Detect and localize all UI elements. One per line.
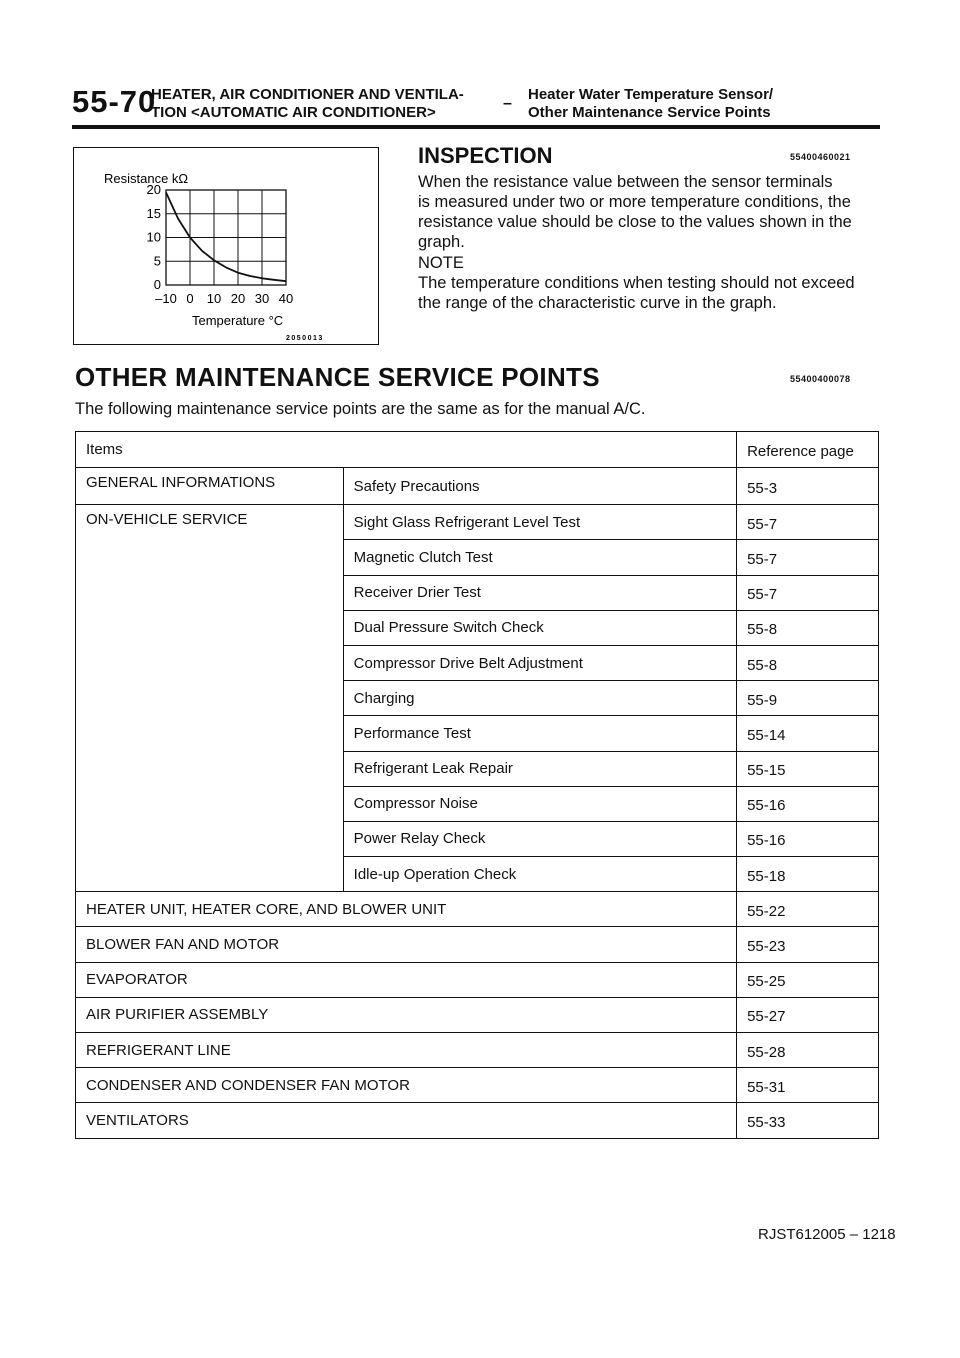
item-cell: Power Relay Check [343,821,736,856]
reference-cell: 55-16 [737,821,879,856]
x-tick-label: 40 [278,291,294,306]
section-number: 55-70 [72,84,157,119]
note-line: the range of the characteristic curve in the graph. [418,294,777,312]
table-header-row [76,432,879,468]
x-tick-label: –10 [155,291,177,306]
note-text [418,273,880,313]
chart-ticks [147,182,294,306]
table-row [76,1068,879,1103]
item-cell: Safety Precautions [343,468,736,505]
table-row [76,927,879,962]
item-cell: Charging [343,681,736,716]
table-row [76,1033,879,1068]
chapter-title [151,86,511,122]
figure-code: 2050013 [286,335,324,342]
item-cell-wide: REFRIGERANT LINE [76,1033,737,1068]
inspection-code: 55400460021 [790,152,851,162]
group-general-informations: GENERAL INFORMATIONS [76,468,344,505]
item-cell: Sight Glass Refrigerant Level Test [343,505,736,540]
reference-cell: 55-14 [737,716,879,751]
x-axis-label: Temperature °C [192,313,284,328]
reference-cell: 55-25 [737,962,879,997]
y-tick-label: 0 [153,277,161,292]
reference-cell: 55-7 [737,505,879,540]
item-cell: Idle-up Operation Check [343,857,736,892]
inspection-heading: INSPECTION [418,143,553,168]
resistance-curve [166,192,286,281]
table-row [76,962,879,997]
item-cell: Dual Pressure Switch Check [343,610,736,645]
x-tick-label: 30 [254,291,270,306]
header-items: Items [76,432,737,468]
item-cell-wide: AIR PURIFIER ASSEMBLY [76,997,737,1032]
page-topic-line-1: Heater Water Temperature Sensor/ [528,86,774,103]
page-topic [528,86,888,122]
reference-cell: 55-7 [737,575,879,610]
item-cell-wide: VENTILATORS [76,1103,737,1138]
chapter-title-line-2: TION <AUTOMATIC AIR CONDITIONER> [151,104,436,121]
other-maintenance-code: 55400400078 [790,374,851,384]
y-tick-label: 10 [146,229,161,245]
x-tick-label: 0 [186,291,194,306]
resistance-chart [74,148,378,344]
chart-grid [166,190,286,285]
inspection-line: resistance value should be close to the values shown in the [418,213,852,231]
inspection-line: graph. [418,233,465,251]
reference-cell: 55-33 [737,1103,879,1138]
y-tick-label: 5 [153,253,161,269]
item-cell-wide: CONDENSER AND CONDENSER FAN MOTOR [76,1068,737,1103]
reference-cell: 55-22 [737,892,879,927]
reference-cell: 55-15 [737,751,879,786]
x-tick-label: 10 [206,291,222,306]
group-on-vehicle-service: ON-VEHICLE SERVICE [76,505,344,892]
reference-cell: 55-23 [737,927,879,962]
reference-cell: 55-7 [737,540,879,575]
reference-cell: 55-16 [737,786,879,821]
table-row [76,505,879,540]
table-row [76,1103,879,1138]
y-tick-label: 15 [146,205,161,221]
reference-cell: 55-3 [737,468,879,505]
reference-cell: 55-27 [737,997,879,1032]
note-label: NOTE [418,254,464,272]
reference-cell: 55-18 [737,857,879,892]
table-row [76,997,879,1032]
other-maintenance-intro: The following maintenance service points are the same as for the manual A/C. [75,400,646,418]
item-cell: Magnetic Clutch Test [343,540,736,575]
page-footer-code: RJST612005 – 1218 [758,1226,896,1243]
table-row [76,892,879,927]
x-tick-label: 20 [230,291,246,306]
page-topic-line-2: Other Maintenance Service Points [528,104,771,121]
chart-series [166,192,286,281]
reference-cell: 55-8 [737,645,879,680]
chapter-title-line-1: HEATER, AIR CONDITIONER AND VENTILA- [151,86,464,103]
reference-cell: 55-31 [737,1068,879,1103]
reference-cell: 55-28 [737,1033,879,1068]
reference-cell: 55-9 [737,681,879,716]
maintenance-table [75,431,879,1139]
item-cell-wide: EVAPORATOR [76,962,737,997]
y-axis-label: Resistance kΩ [104,171,189,186]
inspection-line: is measured under two or more temperature conditions, the [418,193,851,211]
item-cell-wide: HEATER UNIT, HEATER CORE, AND BLOWER UNIT [76,892,737,927]
table-row [76,468,879,505]
y-tick-label: 20 [146,182,161,197]
header-reference-page: Reference page [737,432,879,468]
note-line: The temperature conditions when testing should not exceed [418,274,855,292]
item-cell: Compressor Drive Belt Adjustment [343,645,736,680]
item-cell-wide: BLOWER FAN AND MOTOR [76,927,737,962]
inspection-line: When the resistance value between the sensor terminals [418,173,833,191]
other-maintenance-heading: OTHER MAINTENANCE SERVICE POINTS [75,362,600,392]
inspection-paragraph [418,172,880,252]
item-cell: Refrigerant Leak Repair [343,751,736,786]
item-cell: Receiver Drier Test [343,575,736,610]
item-cell: Compressor Noise [343,786,736,821]
header-separator: – [503,95,512,112]
item-cell: Performance Test [343,716,736,751]
header-rule [72,125,880,129]
reference-cell: 55-8 [737,610,879,645]
resistance-graph-figure [73,147,379,345]
